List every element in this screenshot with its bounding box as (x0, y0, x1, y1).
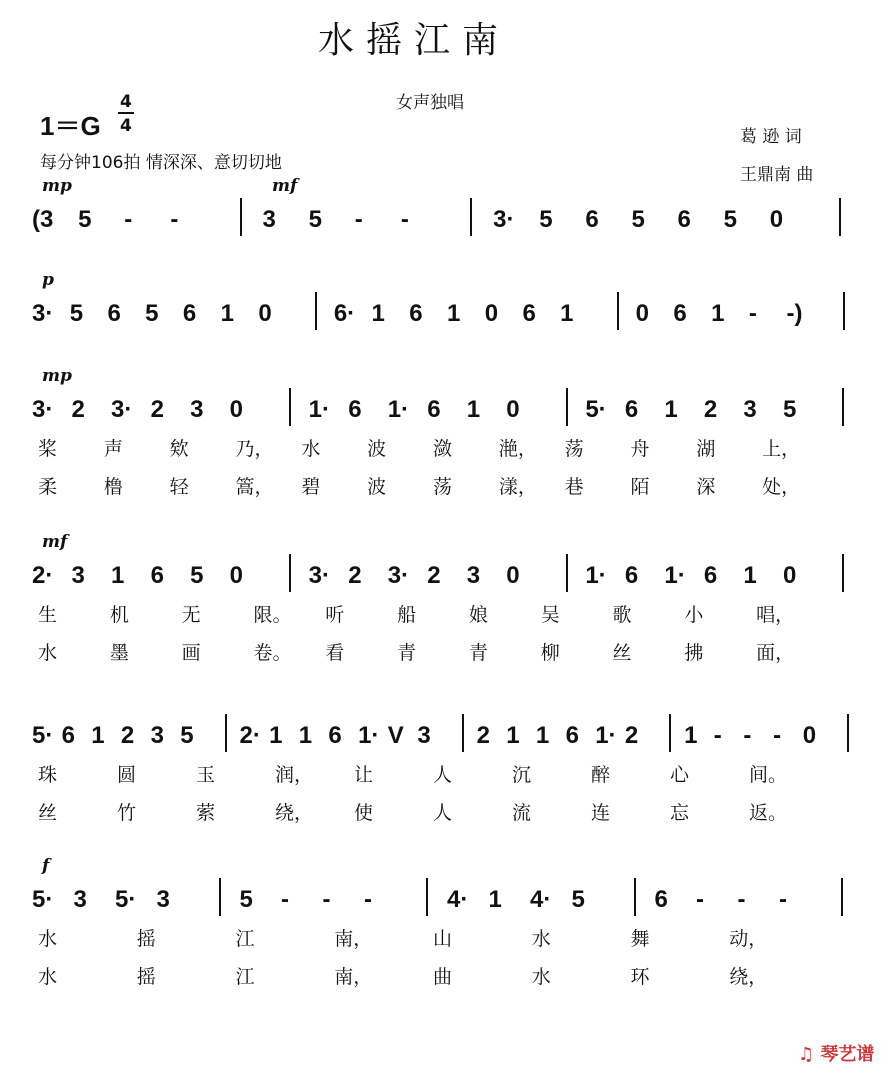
barline (566, 388, 568, 426)
lyric-word: 荡 (433, 476, 453, 498)
note: 6 (677, 206, 691, 233)
note: 6 (150, 562, 164, 589)
lyric-word: 舟 (630, 438, 650, 460)
lyric-word: 生 (38, 604, 58, 626)
lyric-word: 丝 (38, 802, 58, 824)
note: 3 (743, 396, 757, 423)
note: 6 (654, 886, 668, 913)
note: 3 (156, 886, 170, 913)
note: 1 (664, 396, 678, 423)
lyric-word: 水 (531, 966, 551, 988)
note: 1 (466, 396, 481, 423)
note: 2 (71, 396, 85, 423)
note: - (170, 206, 179, 233)
lyric-word: 滟， (498, 438, 537, 460)
note: 4· (447, 886, 469, 913)
lyric-word: 波 (367, 438, 387, 460)
note: 5 (539, 206, 553, 233)
lyric-word: 轻 (169, 476, 189, 498)
lyric-word: 舞 (630, 928, 650, 950)
lyric-word: 看 (325, 642, 345, 664)
lyric-word: 水 (531, 928, 551, 950)
note: 5 (782, 396, 797, 423)
lyric-word: 上， (762, 438, 801, 460)
lyric-word: 醉 (591, 764, 611, 786)
barline (842, 388, 844, 426)
note: - (400, 206, 409, 233)
barline (225, 714, 227, 752)
lyric-word: 湖 (696, 438, 716, 460)
note: 6 (585, 206, 599, 233)
lyric-word: 使 (354, 802, 374, 824)
note: - (779, 886, 787, 913)
lyric-word: 机 (109, 604, 129, 626)
dynamic-marking: mp (42, 366, 72, 386)
dynamic-marking: mf (42, 532, 68, 552)
note: 3· (308, 562, 330, 589)
note: 5 (190, 562, 204, 589)
lyric-word: 南， (334, 966, 373, 988)
lyric-word: 巷 (564, 476, 584, 498)
note: 6 (182, 300, 197, 327)
note: 3 (150, 722, 164, 749)
logo-icon: ♫ (798, 1044, 821, 1065)
note: 1 (560, 300, 574, 327)
barline (426, 878, 428, 916)
lyric-word: 吴 (540, 604, 560, 626)
note: 1· (595, 722, 617, 749)
note: 6 (703, 562, 718, 589)
note: 0 (782, 562, 797, 589)
lyric-word: 娘 (468, 604, 488, 626)
note: 6 (409, 300, 423, 327)
note: 5· (585, 396, 607, 423)
lyric-word: 流 (512, 802, 532, 824)
lyric-word: 柳 (540, 642, 560, 664)
note: - (322, 886, 331, 913)
note: 5 (239, 886, 253, 913)
note: 3 (417, 722, 431, 749)
note: 1 (506, 722, 520, 749)
barline (617, 292, 619, 330)
lyric-word: 忘 (670, 802, 690, 824)
note: 2 (703, 396, 718, 423)
note: 5· (115, 886, 137, 913)
barline (289, 554, 291, 592)
lyric-word: 篙， (235, 476, 274, 498)
note: 0 (258, 300, 272, 327)
time-signature-bottom: 4 (120, 116, 132, 136)
barline (842, 554, 844, 592)
lyric-word: 水 (38, 642, 58, 664)
note: 3· (111, 396, 133, 423)
note: 1 (743, 562, 757, 589)
note: 3· (32, 396, 54, 423)
lyric-word: 青 (468, 642, 488, 664)
note: 1· (664, 562, 686, 589)
lyric-word: 返。 (749, 802, 788, 824)
lyric-word: 摇 (136, 966, 156, 988)
lyric-word: 绕， (275, 802, 314, 824)
lyric-word: 江 (235, 928, 255, 950)
note: 6 (328, 722, 342, 749)
lyric-word: 环 (630, 966, 650, 988)
lyric-word: 处， (762, 476, 801, 498)
note: 5 (723, 206, 738, 233)
lyric-word: 沉 (512, 764, 532, 786)
note: 3 (71, 562, 85, 589)
barline (219, 878, 221, 916)
lyric-word: 绕， (729, 966, 768, 988)
time-signature-bar (118, 112, 134, 114)
note: 5· (32, 886, 54, 913)
lyric-word: 唱， (756, 604, 795, 626)
lyric-word: 心 (670, 764, 690, 786)
note: 1 (111, 562, 125, 589)
barline (843, 292, 845, 330)
note: - (354, 206, 363, 233)
lyric-word: 乃， (235, 438, 274, 460)
note: 5 (145, 300, 159, 327)
note: 2 (624, 722, 639, 749)
note: 1 (684, 722, 698, 749)
note: 2· (32, 562, 54, 589)
note: - (281, 886, 289, 913)
barline (470, 198, 472, 236)
lyric-word: 人 (433, 764, 453, 786)
note: 0 (635, 300, 649, 327)
barline (841, 878, 843, 916)
note: 1 (298, 722, 313, 749)
note: 6 (624, 562, 639, 589)
note: 0 (506, 396, 520, 423)
note: 6 (565, 722, 579, 749)
note: 0 (802, 722, 817, 749)
dynamic-marking: f (42, 856, 50, 876)
note: - (713, 722, 722, 749)
lyric-word: 连 (591, 802, 611, 824)
lyric-word: 丝 (612, 642, 632, 664)
lyric-word: 让 (354, 764, 374, 786)
note: 3· (493, 206, 515, 233)
barline (839, 198, 841, 236)
note: 1 (535, 722, 550, 749)
barline (847, 714, 849, 752)
barline (669, 714, 671, 752)
lyricist: 葛 逊 词 (740, 127, 802, 147)
lyric-word: 潋 (433, 438, 453, 460)
dynamic-marking: mf (272, 176, 298, 196)
song-title: 水摇江南 (318, 20, 511, 61)
note: 3· (32, 300, 54, 327)
lyric-word: 水 (38, 966, 58, 988)
watermark-text: 琴艺谱 (820, 1044, 875, 1065)
note: 5 (180, 722, 194, 749)
barline (566, 554, 568, 592)
lyric-word: 青 (397, 642, 417, 664)
note: 1· (308, 396, 330, 423)
lyric-word: 人 (433, 802, 453, 824)
lyric-word: 摇 (136, 928, 156, 950)
note: 5· (32, 722, 54, 749)
lyric-word: 圆 (117, 764, 137, 786)
note: 3 (73, 886, 87, 913)
lyric-word: 水 (38, 928, 58, 950)
lyric-word: 江 (235, 966, 255, 988)
tempo-marking: 每分钟106拍 情深深、意切切地 (40, 153, 282, 173)
note: - (743, 722, 752, 749)
note: 2 (476, 722, 490, 749)
lyric-word: 水 (301, 438, 321, 460)
note: 3 (466, 562, 481, 589)
note: 4· (530, 886, 552, 913)
lyric-word: 珠 (38, 764, 58, 786)
lyric-word: 卷。 (253, 642, 292, 664)
note: 6 (348, 396, 362, 423)
note: 2 (120, 722, 135, 749)
note: 1 (91, 722, 105, 749)
note: 3 (190, 396, 204, 423)
lyric-word: 间。 (749, 764, 788, 786)
note: 5 (308, 206, 323, 233)
note: 6 (522, 300, 536, 327)
note: 1 (220, 300, 234, 327)
lyric-word: 无 (181, 604, 201, 626)
note: V (387, 722, 404, 749)
lyric-word: 陌 (630, 476, 650, 498)
lyric-word: 山 (433, 928, 453, 950)
note: 5 (69, 300, 84, 327)
barline (289, 388, 291, 426)
lyric-word: 动， (729, 928, 768, 950)
note: 2· (239, 722, 261, 749)
lyric-word: 欸 (169, 438, 189, 460)
note: -) (786, 300, 803, 327)
note: 2 (150, 396, 164, 423)
note: 2 (427, 562, 441, 589)
barline (315, 292, 317, 330)
note: 5 (631, 206, 645, 233)
note: 6 (624, 396, 639, 423)
lyric-word: 荡 (564, 438, 584, 460)
note: 6 (673, 300, 687, 327)
composer: 王鼎南 曲 (740, 165, 814, 185)
note: 1 (447, 300, 461, 327)
note: 6 (107, 300, 121, 327)
note: 1· (387, 396, 410, 423)
note: (3 (32, 206, 54, 233)
lyric-word: 萦 (196, 802, 216, 824)
dynamic-marking: mp (42, 176, 72, 196)
lyric-word: 拂 (684, 642, 704, 664)
dynamic-marking: p (42, 270, 54, 290)
note: - (696, 886, 704, 913)
note: - (737, 886, 746, 913)
note: 0 (484, 300, 499, 327)
lyric-word: 听 (325, 604, 345, 626)
note: 3· (387, 562, 410, 589)
note: - (124, 206, 133, 233)
note: 0 (506, 562, 520, 589)
lyric-word: 碧 (301, 476, 321, 498)
note: 1 (488, 886, 502, 913)
lyric-word: 橹 (103, 476, 123, 498)
lyric-word: 曲 (433, 966, 453, 988)
performance-type: 女声独唱 (396, 93, 464, 113)
note: - (364, 886, 372, 913)
lyric-word: 画 (181, 642, 201, 664)
lyric-word: 声 (103, 438, 123, 460)
lyric-word: 面， (756, 642, 795, 664)
lyric-word: 波 (367, 476, 387, 498)
note: - (748, 300, 757, 327)
barline (462, 714, 464, 752)
barline (240, 198, 242, 236)
lyric-word: 歌 (612, 604, 632, 626)
note: 2 (348, 562, 362, 589)
lyric-word: 船 (397, 604, 417, 626)
note: 5 (78, 206, 92, 233)
lyric-word: 小 (684, 604, 704, 626)
lyric-word: 玉 (196, 764, 216, 786)
note: 6· (333, 300, 356, 327)
lyric-word: 深 (696, 476, 716, 498)
note: 5 (571, 886, 585, 913)
note: 1· (358, 722, 380, 749)
note: 0 (769, 206, 784, 233)
lyric-word: 南， (334, 928, 373, 950)
lyric-word: 漾， (498, 476, 537, 498)
note: 0 (229, 396, 243, 423)
time-signature-top: 4 (120, 92, 132, 112)
note: 1 (371, 300, 385, 327)
note: 1 (711, 300, 725, 327)
lyric-word: 润， (275, 764, 314, 786)
watermark-logo (798, 1040, 874, 1066)
note: 3 (262, 206, 276, 233)
lyric-word: 桨 (38, 438, 58, 460)
lyric-word: 竹 (117, 802, 137, 824)
lyric-word: 墨 (109, 642, 129, 664)
note: - (773, 722, 782, 749)
note: 6 (61, 722, 75, 749)
lyric-word: 限。 (253, 604, 292, 626)
barline (634, 878, 636, 916)
note: 0 (229, 562, 243, 589)
note: 1 (269, 722, 283, 749)
note: 1· (585, 562, 607, 589)
lyric-word: 柔 (38, 476, 58, 498)
note: 6 (427, 396, 441, 423)
key-signature: 1＝G (40, 111, 101, 141)
